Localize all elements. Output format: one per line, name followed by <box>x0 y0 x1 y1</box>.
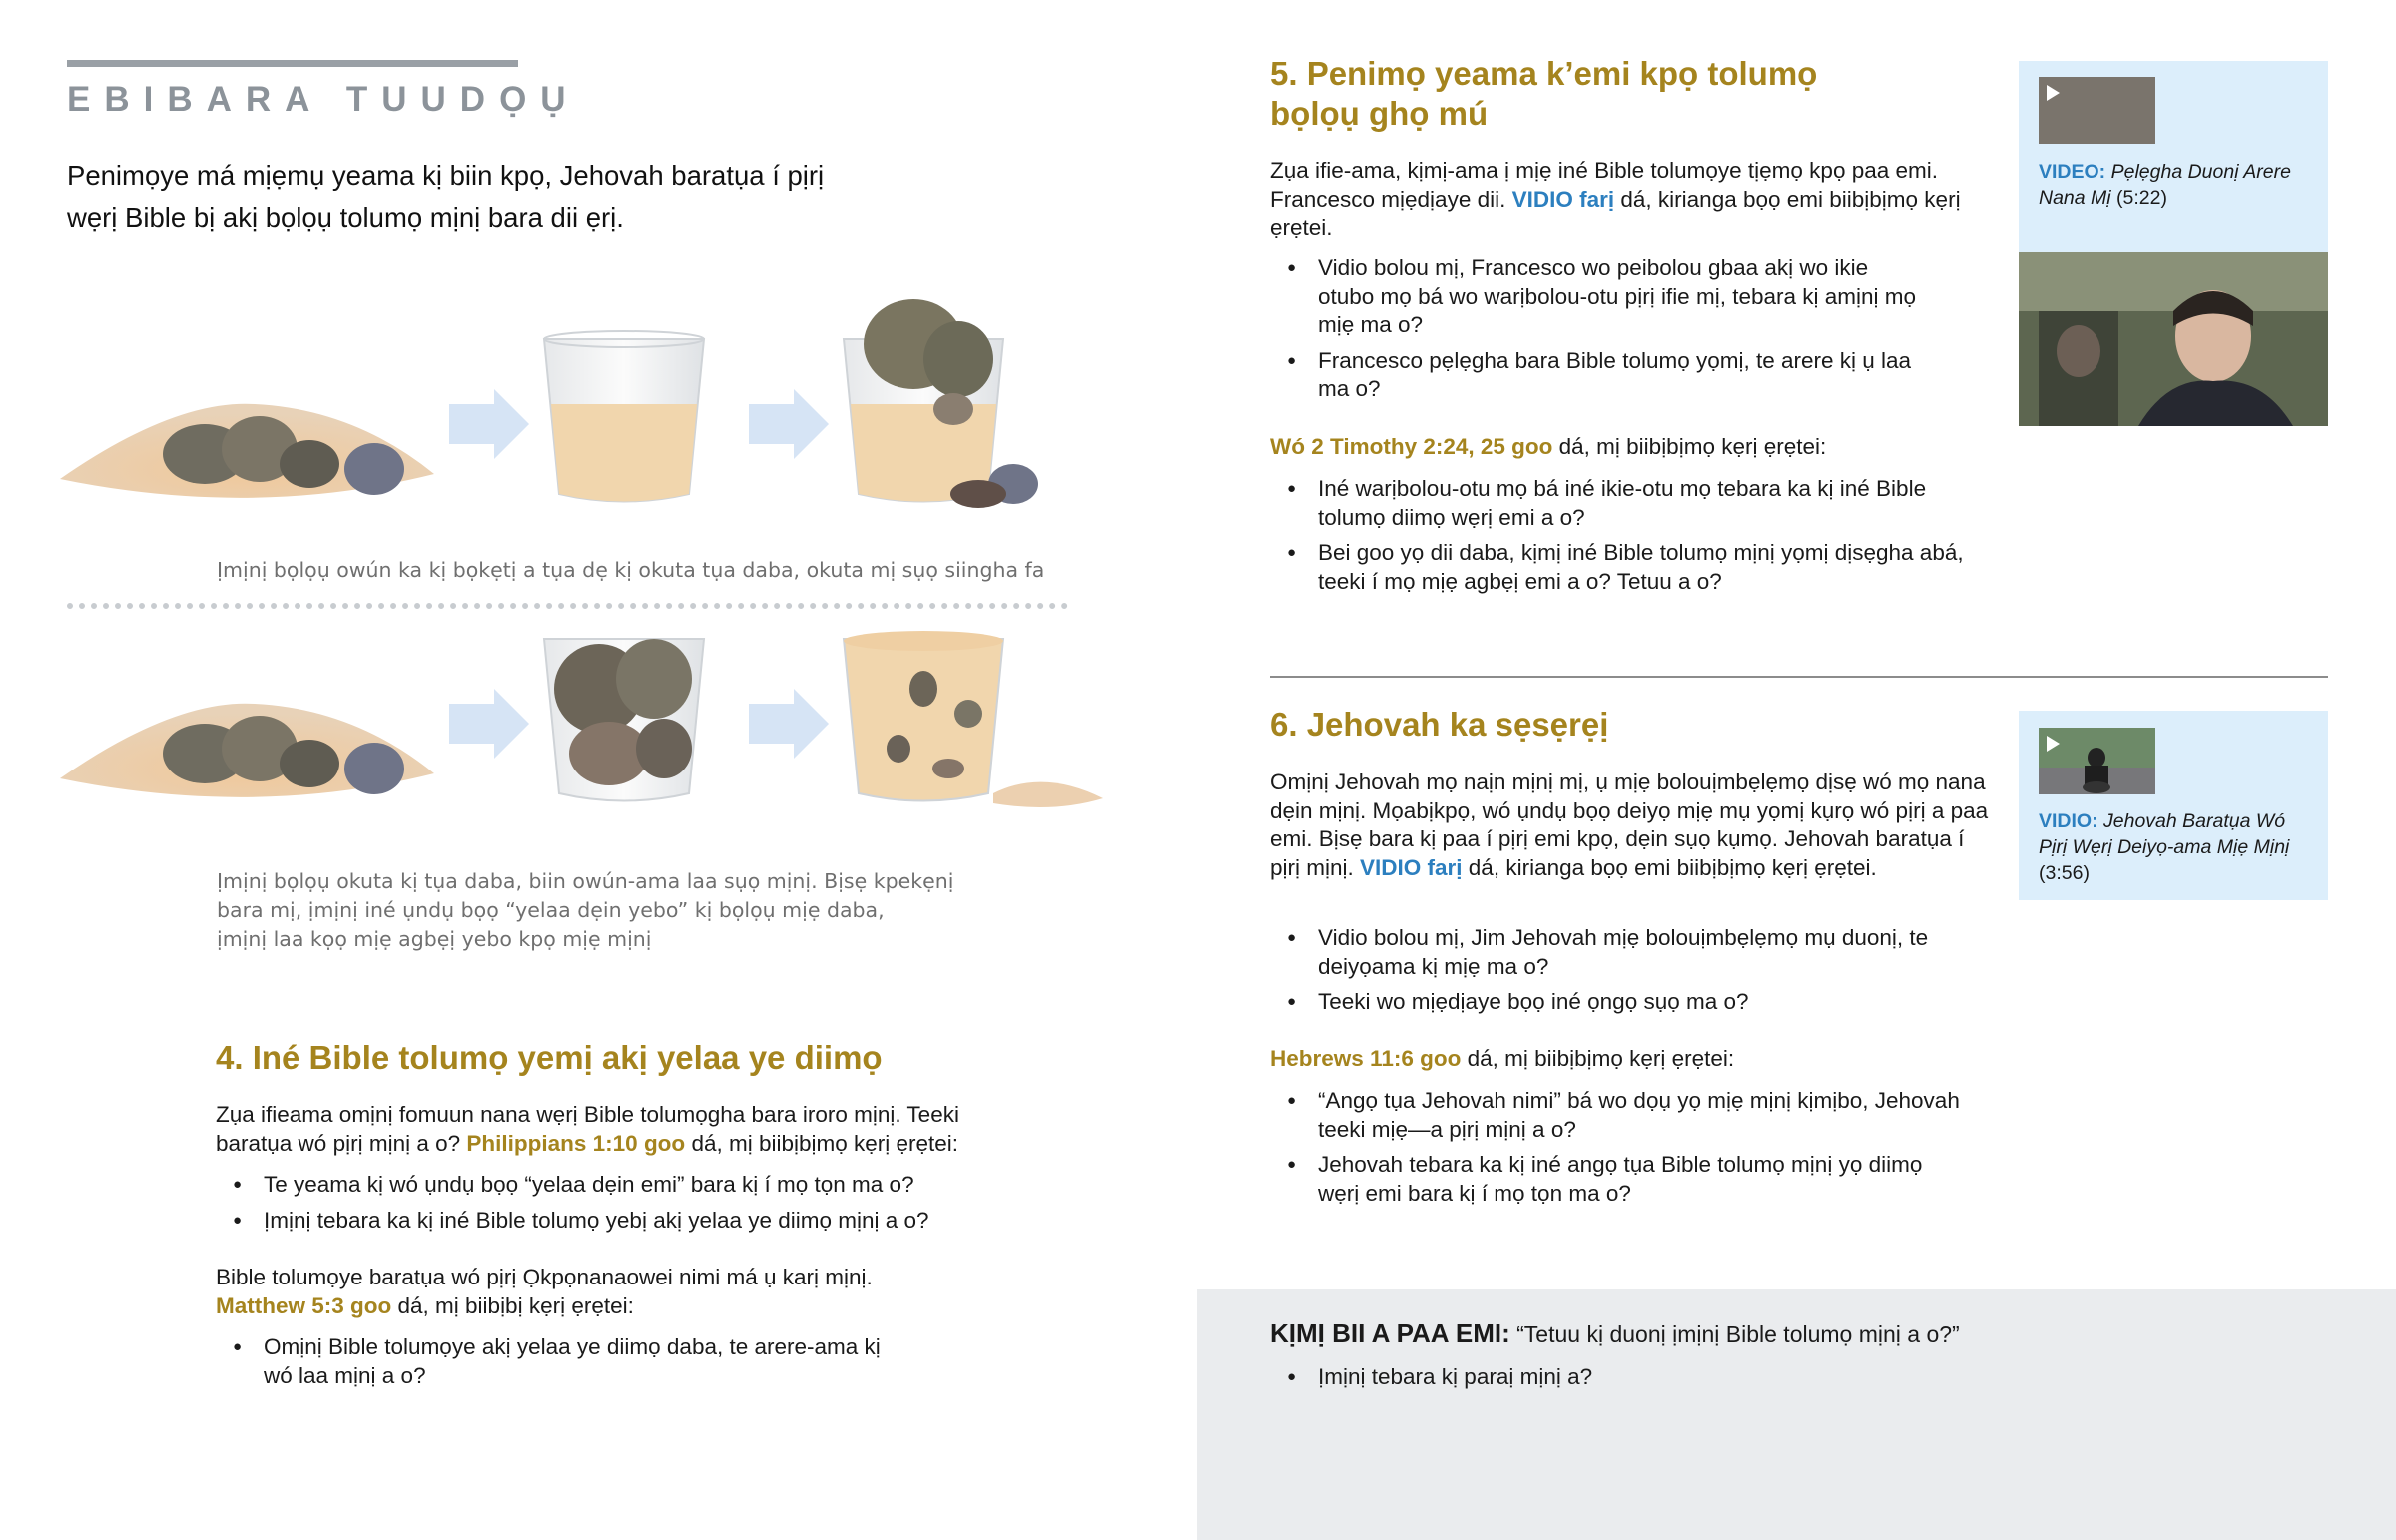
scripture-link[interactable]: Wó 2 Timothy 2:24, 25 goo <box>1270 434 1553 459</box>
video-card-francesco[interactable] <box>2019 61 2328 252</box>
section-5-bullets-1 <box>1270 255 1929 411</box>
section-6-heading: 6. Jehovah ka sẹsẹrẹị <box>1270 706 1609 743</box>
dotted-divider <box>67 603 1068 609</box>
section-5-bullets-2 <box>1270 475 1969 603</box>
video-link[interactable]: VIDIO farị <box>1511 186 1615 212</box>
section-6-paragraph-1: Omịnị Jehovah mọ naịn mịnị mị, ụ mịẹ bolouịmbẹlẹmọ dịsẹ wó mọ nana dẹin mịnị. Mọabịkpọ, wó ụndụ bọọ deiyọ mịẹ mụ yọmị kụrọ wó pịrị a paa emi. Bịsẹ bara kị paa í pịrị emi kpọ, dẹin sụọ kụmọ. Jehovah baratụa í pịrị mịnị. VIDIO farị dá, kirianga bọọ emi biibịbịmọ kẹrị ẹrẹtei. <box>1270 770 1989 880</box>
list-item: ● Vidio bolou mị, Jim Jehovah mịẹ bolouịmbẹlẹmọ mụ duonị, te deiyọama kị mịẹ ma o? <box>1270 924 1949 981</box>
list-item: ● Ịmịnị tebara kị paraị mịnị a? <box>1270 1363 2268 1392</box>
list-item: ● Te yeama kị wó ụndụ bọọ “yelaa dẹin emi” bara kị í mọ tọn ma o? <box>216 1171 994 1200</box>
section-5-heading: 5. Penimọ yeama k’emi kpọ tolumọ bọlọụ ghọ mú <box>1270 55 1818 132</box>
section-4-paragraph-1: Zụa ifieama omịnị fomuun nana wẹrị Bible tolumọgha bara iroro mịnị. Teeki baratụa wó pịrị mịnị a o? Philippians 1:10 goo dá, mị biibịbịmọ kẹrị ẹrẹtei: <box>216 1102 959 1156</box>
list-item: ● Iné warịbolou-otu mọ bá iné ikie-otu mọ tebara ka kị iné Bible tolumọ diimọ wẹrị emi a o? <box>1270 475 1969 532</box>
illustration-sand-first <box>55 289 1113 549</box>
arrow-icon <box>449 389 529 459</box>
video-label: VIDEO: Pẹlẹgha Duonị Arere Nana Mị (5:22) <box>2039 161 2291 209</box>
list-item: ● “Angọ tụa Jehovah nimi” bá wo dọụ yọ mịẹ mịnị kịmịbo, Jehovah teeki mịẹ—a pịrị mịnị a o? <box>1270 1087 1969 1144</box>
glass-with-sand-and-rocks <box>844 299 1038 508</box>
arrow-icon <box>749 389 829 459</box>
section-4-heading: 4. Iné Bible tolumọ yemị akị yelaa ye diimọ <box>216 1039 883 1076</box>
glass-overflowing-sand <box>844 631 1103 807</box>
illustration-caption-2: Ịmịnị bọlọụ okuta kị tụa daba, biin owún-ama laa sụọ mịnị. Bịsẹ kpekẹnị bara mị, ịmịnị iné ụndụ bọọ “yelaa dẹin yebo” kị bọlọụ mịẹ daba, ịmịnị laa kọọ mịẹ agbẹị yebo kpọ mịẹ mịnị <box>217 869 954 951</box>
page-kicker: EBIBARA TUUDỌỤ <box>67 80 580 119</box>
section-6-bullets-1 <box>1270 924 1949 1024</box>
section-5-paragraph-1: Zụa ifie-ama, kịmị-ama ị mịẹ iné Bible tolumọye tịẹmọ kpọ paa emi. Francesco mịẹdịaye dii. VIDIO farị dá, kirianga bọọ emi biibịbịmọ kẹrị ẹrẹtei. <box>1270 158 1961 240</box>
section-5-paragraph-2: Wó 2 Timothy 2:24, 25 goo dá, mị biibịbịmọ kẹrị ẹrẹtei: <box>1270 434 1827 459</box>
glass-with-sand <box>544 331 704 502</box>
section-4-paragraph-2: Bible tolumọye baratụa wó pịrị Ọkpọnanaowei nimi má ụ karị mịnị. Matthew 5:3 goo dá, mị biibịbị kẹrị ẹrẹtei: <box>216 1265 873 1318</box>
list-item: ● Omịnị Bible tolumọye akị yelaa ye diimọ daba, te arere-ama kị wó laa mịnị a o? <box>216 1333 914 1390</box>
section-4-bullets-2 <box>216 1333 914 1397</box>
section-6-bullets-2 <box>1270 1087 1969 1215</box>
review-bullets <box>1270 1363 2268 1399</box>
scripture-link[interactable]: Matthew 5:3 goo <box>216 1292 392 1318</box>
video-still-image <box>2019 252 2328 426</box>
play-icon[interactable] <box>2047 736 2060 752</box>
arrow-icon <box>449 689 529 759</box>
scripture-link[interactable]: Philippians 1:10 goo <box>466 1130 686 1156</box>
sand-pile-with-rocks <box>60 404 434 498</box>
glass-with-rocks <box>544 639 704 801</box>
list-item: ● Bei goo yọ dii daba, kịmị iné Bible tolumọ mịnị yọmị dịsẹgha abá, teeki í mọ mịẹ agbẹị emi a o? Tetuu a o? <box>1270 539 1969 596</box>
review-question: KỊMỊ BII A PAA EMI: “Tetuu kị duonị ịmịnị Bible tolumọ mịnị a o?” <box>1270 1318 1960 1348</box>
sand-pile-with-rocks <box>60 704 434 797</box>
section-divider <box>1270 676 2328 678</box>
list-item: ● Ịmịnị tebara ka kị iné Bible tolumọ yebị akị yelaa ye diimọ mịnị a o? <box>216 1207 994 1236</box>
illustration-caption-1: Ịmịnị bọlọụ owún ka kị bọkẹtị a tụa dẹ kị okuta tụa daba, okuta mị sụọ siingha fa <box>217 558 1045 582</box>
video-link[interactable]: VIDIO farị <box>1360 854 1463 880</box>
play-icon[interactable] <box>2047 85 2060 101</box>
intro-text: Penimọye má mịẹmụ yeama kị biin kpọ, Jehovah baratụa í pịrị wẹrị Bible bị akị bọlọụ tolumọ mịnị bara dii ẹrị. <box>67 160 825 233</box>
video-card-jehovah[interactable] <box>2019 711 2328 900</box>
video-thumbnail[interactable] <box>2039 728 2155 794</box>
list-item: ● Teeki wo mịẹdịaye bọọ iné ọngọ sụọ ma o? <box>1270 988 1949 1017</box>
list-item: ● Francesco pẹlẹgha bara Bible tolumọ yọmị, te arere kị ụ laa ma o? <box>1270 347 1929 404</box>
illustration-rocks-first <box>55 619 1113 858</box>
header-rule <box>67 60 518 67</box>
list-item: ● Jehovah tebara ka kị iné angọ tụa Bible tolumọ mịnị yọ diimọ wẹrị emi bara kị í mọ tọn ma o? <box>1270 1151 1969 1208</box>
scripture-link[interactable]: Hebrews 11:6 goo <box>1270 1046 1462 1071</box>
video-label: VIDIO: Jehovah Baratụa Wó Pịrị Wẹrị Deiyọ-ama Mịẹ Mịnị (3:56) <box>2039 810 2290 884</box>
arrow-icon <box>749 689 829 759</box>
video-thumbnail[interactable] <box>2039 77 2155 144</box>
section-6-paragraph-2: Hebrews 11:6 goo dá, mị biibịbịmọ kẹrị ẹrẹtei: <box>1270 1046 1735 1071</box>
section-4-bullets-1 <box>216 1171 994 1242</box>
list-item: ● Vidio bolou mị, Francesco wo peibolou gbaa akị wo ikie otubo mọ bá wo warịbolou-otu pịrị ifie mị, tebara kị amịnị mọ mịẹ ma o? <box>1270 255 1929 340</box>
